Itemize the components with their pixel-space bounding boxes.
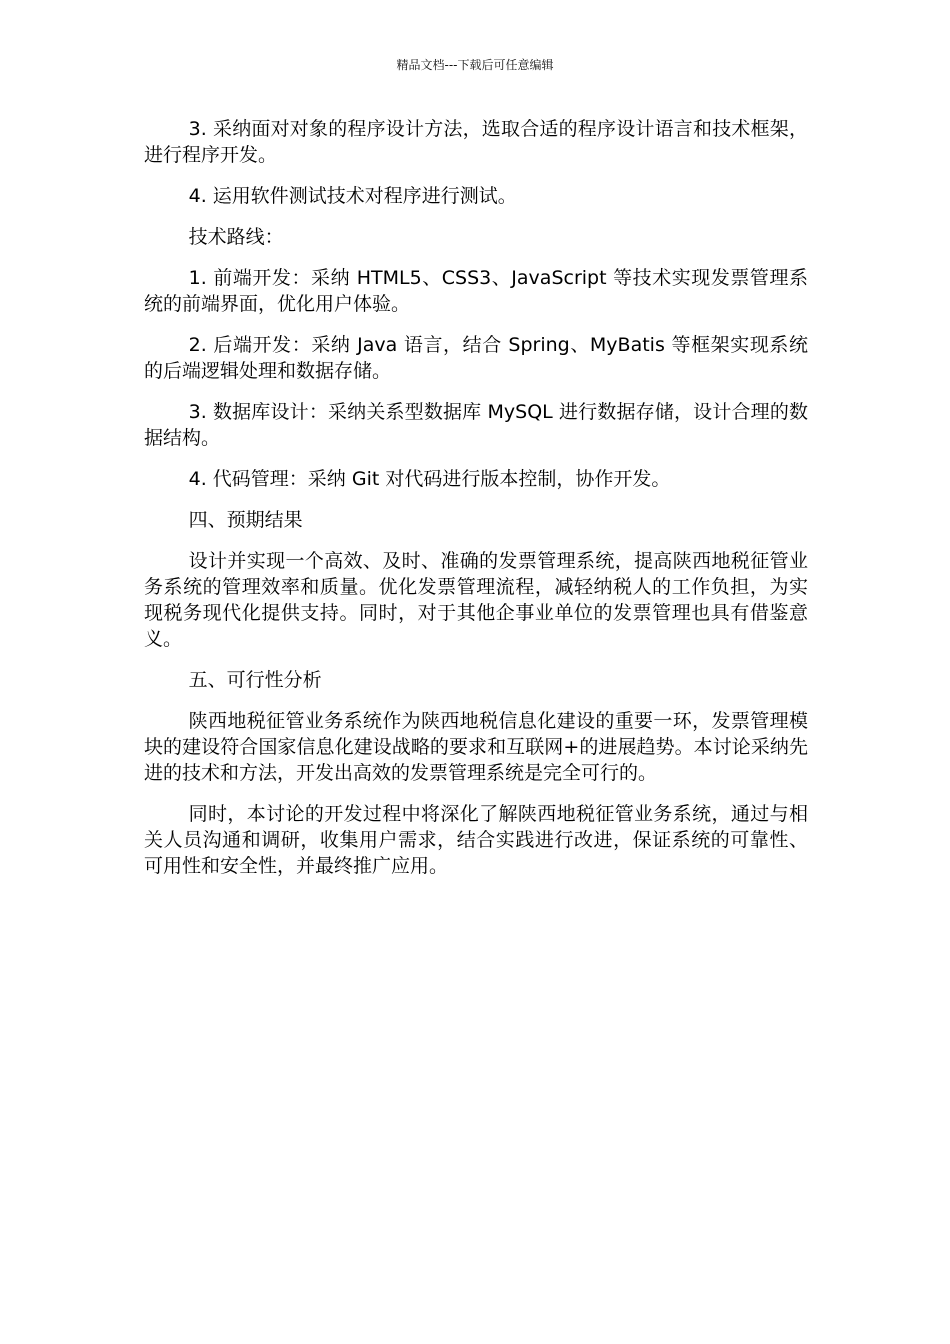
paragraph-code-management: 4. 代码管理：采纳 Git 对代码进行版本控制，协作开发。 xyxy=(188,468,671,490)
paragraph-feasibility-1: 陕西地税征管业务系统作为陕西地税信息化建设的重要一环，发票管理模块的建设符合国家信息化建设战略的要求和互联网+的进展趋势。本讨论采纳先进的技术和方法，开发出高效的发票管理系统是完全可行的。 xyxy=(144,710,808,784)
tech-route-heading: 技术路线： xyxy=(188,226,284,248)
section-heading-expected-results: 四、预期结果 xyxy=(188,509,303,531)
document-body xyxy=(144,116,808,894)
paragraph-method-testing: 4. 运用软件测试技术对程序进行测试。 xyxy=(188,185,517,207)
paragraph-backend: 2. 后端开发：采纳 Java 语言，结合 Spring、MyBatis 等框架实现系统的后端逻辑处理和数据存储。 xyxy=(144,334,808,382)
paragraph-frontend: 1. 前端开发：采纳 HTML5、CSS3、JavaScript 等技术实现发票管理系统的前端界面，优化用户体验。 xyxy=(144,267,808,315)
paragraph-expected-results: 设计并实现一个高效、及时、准确的发票管理系统，提高陕西地税征管业务系统的管理效率和质量。优化发票管理流程，减轻纳税人的工作负担，为实现税务现代化提供支持。同时，对于其他企事业单位的发票管理也具有借鉴意义。 xyxy=(144,550,808,650)
paragraph-method-oop: 3. 采纳面对对象的程序设计方法，选取合适的程序设计语言和技术框架，进行程序开发。 xyxy=(144,118,808,166)
page-header: 精品文档---下载后可任意编辑 xyxy=(396,58,554,72)
paragraph-database: 3. 数据库设计：采纳关系型数据库 MySQL 进行数据存储，设计合理的数据结构。 xyxy=(144,401,808,449)
section-heading-feasibility: 五、可行性分析 xyxy=(188,669,322,691)
paragraph-feasibility-2: 同时，本讨论的开发过程中将深化了解陕西地税征管业务系统，通过与相关人员沟通和调研，收集用户需求，结合实践进行改进，保证系统的可靠性、可用性和安全性，并最终推广应用。 xyxy=(144,803,808,877)
